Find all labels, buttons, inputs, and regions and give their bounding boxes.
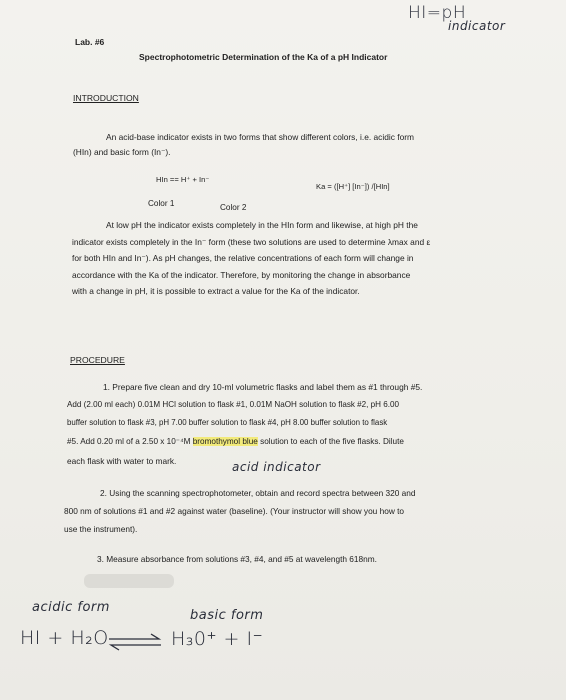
intro-paragraph-2-line-1: At low pH the indicator exists completely in the HIn form and likewise, at high pH the [106,220,418,230]
step-2-line-2: 800 nm of solutions #1 and #2 against water (baseline). (Your instructor will show you how to [64,506,405,516]
procedure-heading: PROCEDURE [70,355,125,365]
step-1-line-3: buffer solution to flask #3, pH 7.00 buffer solution to flask #4, pH 8.00 buffer solution to flask [67,418,388,427]
handwritten-acid-indicator-note: acid indicator [232,460,321,474]
step-1-line-4-start: #5. Add 0.20 ml of a 2.50 x 10⁻⁴M [67,437,191,446]
equilibrium-equation: HIn == H⁺ + In⁻ [156,175,210,184]
step-1-line-2: Add (2.00 ml each) 0.01M HCl solution to flask #1, 0.01M NaOH solution to flask #2, pH 6.00 [67,400,400,409]
color-1-label: Color 1 [148,199,175,208]
handwritten-basic-form-label: basic form [190,608,264,623]
lab-number: Lab. #6 [75,37,105,47]
intro-paragraph-1-line-2: (HIn) and basic form (In⁻). [73,147,171,157]
ka-expression: Ka = ([H⁺] [In⁻]) /[HIn] [316,182,390,191]
step-1-line-4-end: solution to each of the five flasks. Dilute [260,437,404,446]
handwritten-acidic-form-label: acidic form [32,600,110,615]
equilibrium-arrows-icon [107,632,163,652]
handwritten-equation-right: H₃0⁺ + I⁻ [171,628,264,650]
handwritten-equation-left: HI + H₂O [20,627,109,649]
intro-paragraph-1-line-1: An acid-base indicator exists in two forms that show different colors, i.e. acidic form [106,132,414,142]
eraser-smudge [84,574,174,588]
intro-paragraph-2-line-3: for both HIn and In⁻). As pH changes, the relative concentrations of each form will change in [72,253,414,263]
bromothymol-blue-highlight: bromothymol blue [192,437,258,446]
step-3-line: 3. Measure absorbance from solutions #3, #4, and #5 at wavelength 618nm. [97,554,377,564]
step-1-line-4 [67,436,404,446]
document-title: Spectrophotometric Determination of the Ka of a pH Indicator [139,52,388,62]
intro-paragraph-2-line-4: accordance with the Ka of the indicator. Therefore, by monitoring the change in absorbance [72,270,411,280]
introduction-heading: INTRODUCTION [73,93,139,103]
handwritten-note-indicator: indicator [448,19,506,33]
step-1-line-1: 1. Prepare five clean and dry 10-ml volumetric flasks and label them as #1 through #5. [103,382,423,392]
step-2-line-1: 2. Using the scanning spectrophotometer, obtain and record spectra between 320 and [100,488,416,498]
step-2-line-3: use the instrument). [64,524,138,534]
intro-paragraph-2-line-5: with a change in pH, it is possible to extract a value for the Ka of the indicator. [72,286,360,296]
intro-paragraph-2-line-2: indicator exists completely in the In⁻ form (these two solutions are used to determine λmax and ε [72,237,431,247]
color-2-label: Color 2 [220,203,247,212]
handwritten-note-hi-ph: HI=pH [408,3,467,23]
step-1-line-5: each flask with water to mark. [67,456,177,466]
